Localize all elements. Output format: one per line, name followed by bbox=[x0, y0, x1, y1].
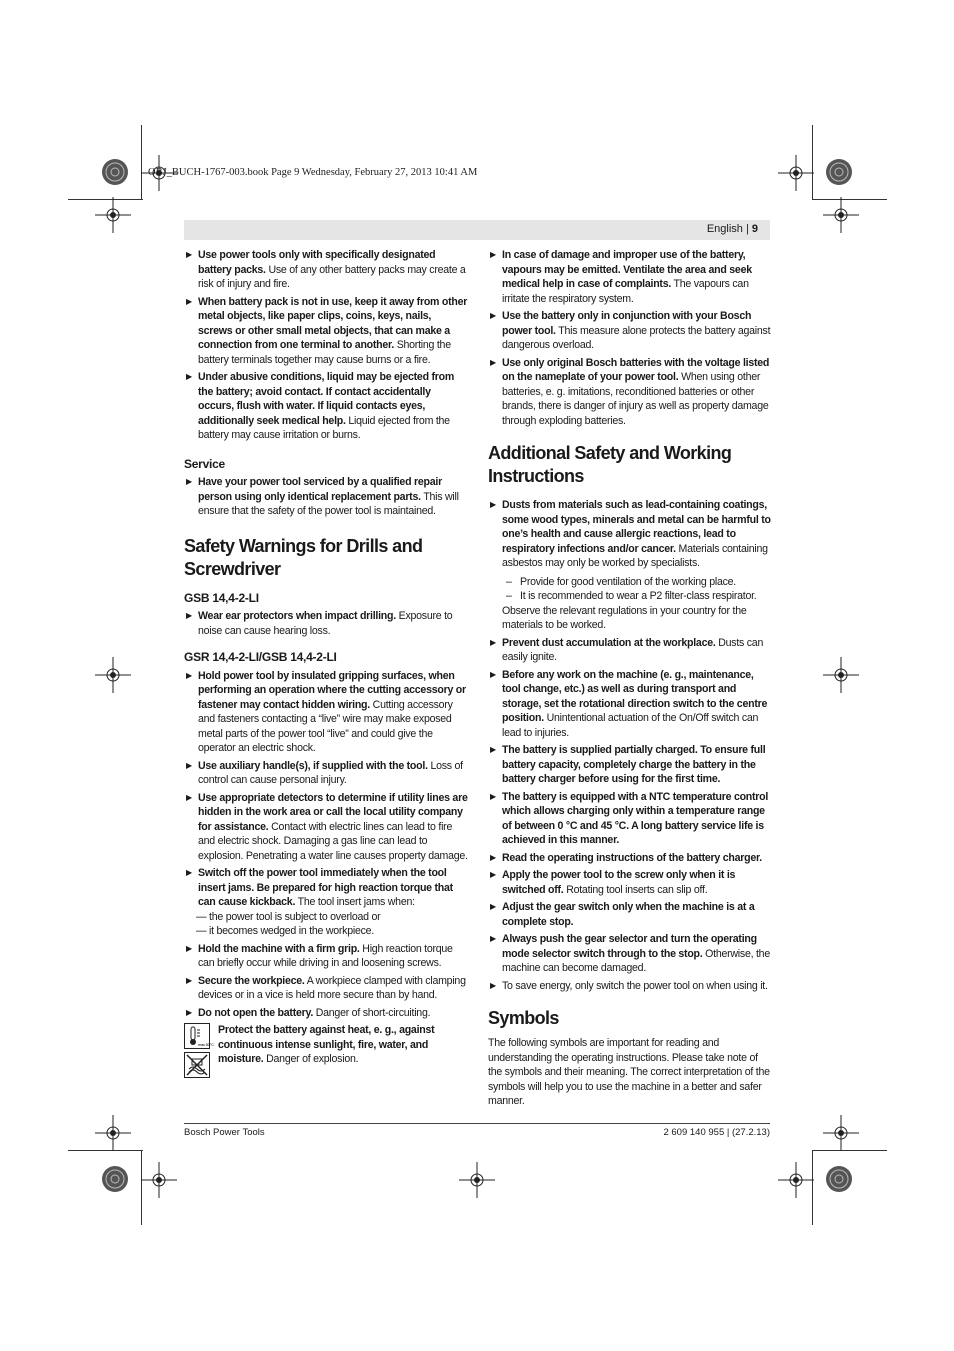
item-text: Contact with electric lines can lead to fire and electric shock. Damaging a gas line can lead to explosion. Penetrating a water line causes property damage. bbox=[198, 820, 468, 862]
item-text: Exposure to noise can cause hearing loss. bbox=[198, 610, 453, 637]
item-text: Use of any other battery packs may create a risk of injury and fire. bbox=[198, 263, 466, 290]
list-item bbox=[488, 851, 772, 866]
sub-item: — it becomes wedged in the workpiece. bbox=[196, 925, 375, 937]
model-heading: GSR 14,4-2-LI/GSB 14,4-2-LI bbox=[184, 650, 337, 664]
list-item bbox=[488, 743, 772, 787]
registration-cross-icon bbox=[823, 197, 859, 233]
registration-target-icon bbox=[812, 1152, 866, 1206]
no-water-icon bbox=[184, 1052, 210, 1078]
dash-item: – Provide for good ventilation of the working place. bbox=[488, 575, 772, 590]
item-bold: Apply the power tool to the screw only when it is switched off. bbox=[502, 869, 736, 896]
list-item bbox=[488, 979, 772, 994]
item-text: Materials containing asbestos may only be worked by specialists. bbox=[502, 542, 768, 569]
item-bold: Do not open the battery. bbox=[198, 1006, 314, 1019]
left-column bbox=[184, 248, 468, 1078]
item-bold: Use power tools only with specifically designated battery packs. bbox=[198, 249, 436, 276]
thermometer-label: max 50°C bbox=[198, 1042, 214, 1047]
item-bold: Read the operating instructions of the battery charger. bbox=[502, 851, 762, 864]
registration-cross-icon bbox=[95, 1115, 131, 1151]
item-text: Otherwise, the machine can become damaged. bbox=[502, 947, 770, 974]
item-bold: Wear ear protectors when impact drilling. bbox=[198, 610, 396, 622]
item-text: When using other batteries, e. g. imitations, reconditioned batteries or other brands, there is danger of injury as well as property damage through exploding batteries. bbox=[502, 371, 769, 427]
registration-cross-icon bbox=[778, 155, 814, 191]
registration-cross-icon bbox=[459, 1162, 495, 1198]
item-bold: Always push the gear selector and turn the operating mode selector switch through to the stop. bbox=[502, 933, 757, 960]
item-text: Rotating tool inserts can slip off. bbox=[563, 883, 708, 896]
list-item bbox=[488, 668, 772, 741]
protect-text bbox=[218, 1023, 468, 1078]
list-item bbox=[184, 295, 468, 368]
item-bold: Secure the workpiece. bbox=[198, 974, 305, 987]
registration-target-icon bbox=[812, 145, 866, 199]
list-item bbox=[488, 248, 772, 306]
item-bold: In case of damage and improper use of the battery, vapours may be emitted. Ventilate the area and seek medical help in case of complaints. bbox=[502, 249, 752, 290]
model-heading: GSB 14,4-2-LI bbox=[184, 590, 259, 605]
registration-cross-icon bbox=[141, 1162, 177, 1198]
symbols-text: The following symbols are important for reading and understanding the operating instructions. Please take note of the symbols and their meaning. The correct interpretation of the symbols will help you to use the machine in a better and safer manner. bbox=[488, 1037, 770, 1107]
list-item bbox=[488, 868, 772, 897]
section-heading: Safety Warnings for Drills and Screwdriver bbox=[184, 535, 423, 579]
registration-cross-icon bbox=[778, 1162, 814, 1198]
symbols-heading: Symbols bbox=[488, 1008, 559, 1028]
item-bold: The battery is supplied partially charged. To ensure full battery capacity, completely charge the battery in the battery charger before using for the first time. bbox=[502, 744, 766, 785]
list-item bbox=[184, 791, 468, 864]
header-separator: | bbox=[742, 223, 752, 235]
item-text: Loss of control can cause personal injury. bbox=[198, 759, 463, 786]
right-column bbox=[488, 248, 772, 1109]
service-heading: Service bbox=[184, 456, 225, 471]
list-item bbox=[184, 669, 468, 756]
item-bold: Before any work on the machine (e. g., maintenance, tool change, etc.) as well as during transport and storage, set the rotational direction switch to the centre position. bbox=[502, 668, 768, 724]
item-bold: Under abusive conditions, liquid may be ejected from the battery; avoid contact. If contact accidentally occurs, flush with water. If liquid contacts eyes, additionally seek medical help. bbox=[198, 371, 455, 427]
item-bold: When battery pack is not in use, keep it away from other metal objects, like paper clips, coins, keys, nails, screws or other small metal objects, that can make a connection from one terminal to another. bbox=[198, 295, 468, 351]
list-item bbox=[184, 1006, 468, 1021]
item-bold: Prevent dust accumulation at the workplace. bbox=[502, 636, 716, 649]
battery-protection-note bbox=[184, 1023, 468, 1078]
list-item bbox=[488, 636, 772, 665]
list-item bbox=[184, 974, 468, 1003]
item-bold: Hold power tool by insulated gripping surfaces, when performing an operation where the cutting accessory or fastener may contact hidden wiring. bbox=[198, 669, 466, 711]
registration-target-icon bbox=[88, 1152, 142, 1206]
item-bold: Use only original Bosch batteries with the voltage listed on the nameplate of your power tool. bbox=[502, 356, 770, 383]
no-water-graphic bbox=[185, 1053, 209, 1077]
list-item bbox=[488, 932, 772, 976]
item-text: Liquid ejected from the battery may cause irritation or burns. bbox=[198, 414, 450, 441]
list-item bbox=[184, 370, 468, 443]
footer-brand: Bosch Power Tools bbox=[184, 1127, 265, 1138]
sub-item: — the power tool is subject to overload or bbox=[196, 910, 381, 923]
item-bold: Hold the machine with a firm grip. bbox=[198, 942, 360, 955]
list-item bbox=[184, 475, 468, 519]
item-bold: Have your power tool serviced by a qualified repair person using only identical replacement parts. bbox=[198, 476, 442, 503]
dash-item: – It is recommended to wear a P2 filter-class respirator. bbox=[488, 589, 772, 604]
item-bold: Adjust the gear switch only when the machine is at a complete stop. bbox=[502, 901, 755, 928]
page-header bbox=[184, 220, 770, 240]
thermometer-graphic bbox=[185, 1024, 214, 1048]
item-text: The vapours can irritate the respiratory system. bbox=[502, 278, 749, 305]
list-item bbox=[184, 609, 468, 638]
item-text: To save energy, only switch the power tool on when using it. bbox=[502, 979, 768, 992]
list-item bbox=[184, 759, 468, 788]
registration-cross-icon bbox=[823, 657, 859, 693]
item-text: High reaction torque can briefly occur while driving in and loosening screws. bbox=[198, 942, 453, 969]
footer-rule bbox=[184, 1123, 770, 1124]
item-text: Dusts can easily ignite. bbox=[502, 636, 764, 663]
item-text: This measure alone protects the battery against dangerous overload. bbox=[502, 324, 771, 351]
list-item bbox=[488, 498, 772, 571]
list-item bbox=[184, 942, 468, 971]
registration-cross-icon bbox=[95, 657, 131, 693]
item-text: Danger of short-circuiting. bbox=[313, 1006, 431, 1019]
header-language: English bbox=[706, 223, 743, 235]
item-bold: Use appropriate detectors to determine if utility lines are hidden in the work area or call the local utility company for assistance. bbox=[198, 791, 468, 833]
list-item bbox=[488, 900, 772, 929]
item-text: Shorting the battery terminals together may cause burns or a fire. bbox=[198, 339, 451, 366]
section-heading: Additional Safety and Working Instructions bbox=[488, 443, 732, 486]
item-text: A workpiece clamped with clamping devices or in a vice is held more secure than by hand. bbox=[198, 974, 466, 1001]
registration-target-icon bbox=[88, 145, 142, 199]
item-bold: Use auxiliary handle(s), if supplied with the tool. bbox=[198, 759, 428, 772]
header-label bbox=[707, 223, 758, 235]
item-text: Unintentional actuation of the On/Off switch can lead to injuries. bbox=[502, 712, 759, 739]
item-bold: Protect the battery against heat, e. g., against continuous intense sunlight, fire, water, and moisture. bbox=[218, 1024, 435, 1065]
page-number: 9 bbox=[751, 223, 758, 235]
item-text: The tool insert jams when: bbox=[295, 896, 415, 908]
item-bold: Switch off the power tool immediately when the tool insert jams. Be prepared for high reaction torque that can cause kickback. bbox=[198, 867, 453, 908]
dust-note: Observe the relevant regulations in your country for the materials to be worked. bbox=[502, 604, 747, 631]
list-item bbox=[488, 356, 772, 429]
item-bold: Dusts from materials such as lead-containing coatings, some wood types, minerals and metal can be harmful to one’s health and cause allergic reactions, lead to respiratory infections and/or cancer. bbox=[502, 499, 771, 555]
thermometer-icon bbox=[184, 1023, 214, 1049]
item-text: Danger of explosion. bbox=[263, 1053, 359, 1065]
list-item bbox=[488, 790, 772, 848]
item-bold: The battery is equipped with a NTC temperature control which allows charging only within a temperature range of between 0 °C and 45 °C. A long battery service life is achieved in this manner. bbox=[502, 790, 769, 846]
symbol-icons bbox=[184, 1023, 214, 1078]
footer-doc-number: 2 609 140 955 | (27.2.13) bbox=[663, 1127, 770, 1138]
list-item bbox=[184, 866, 468, 910]
item-text: This will ensure that the safety of the power tool is maintained. bbox=[198, 490, 459, 517]
item-text: Cutting accessory and fasteners contacting a “live” wire may make exposed metal parts of the power tool “live” and could give the operator an electric shock. bbox=[198, 698, 453, 754]
print-info-line: OBJ_BUCH-1767-003.book Page 9 Wednesday, February 27, 2013 10:41 AM bbox=[148, 167, 478, 178]
registration-cross-icon bbox=[95, 197, 131, 233]
list-item bbox=[488, 309, 772, 353]
list-item bbox=[184, 248, 468, 292]
item-bold: Use the battery only in conjunction with your Bosch power tool. bbox=[502, 310, 752, 337]
registration-cross-icon bbox=[823, 1115, 859, 1151]
